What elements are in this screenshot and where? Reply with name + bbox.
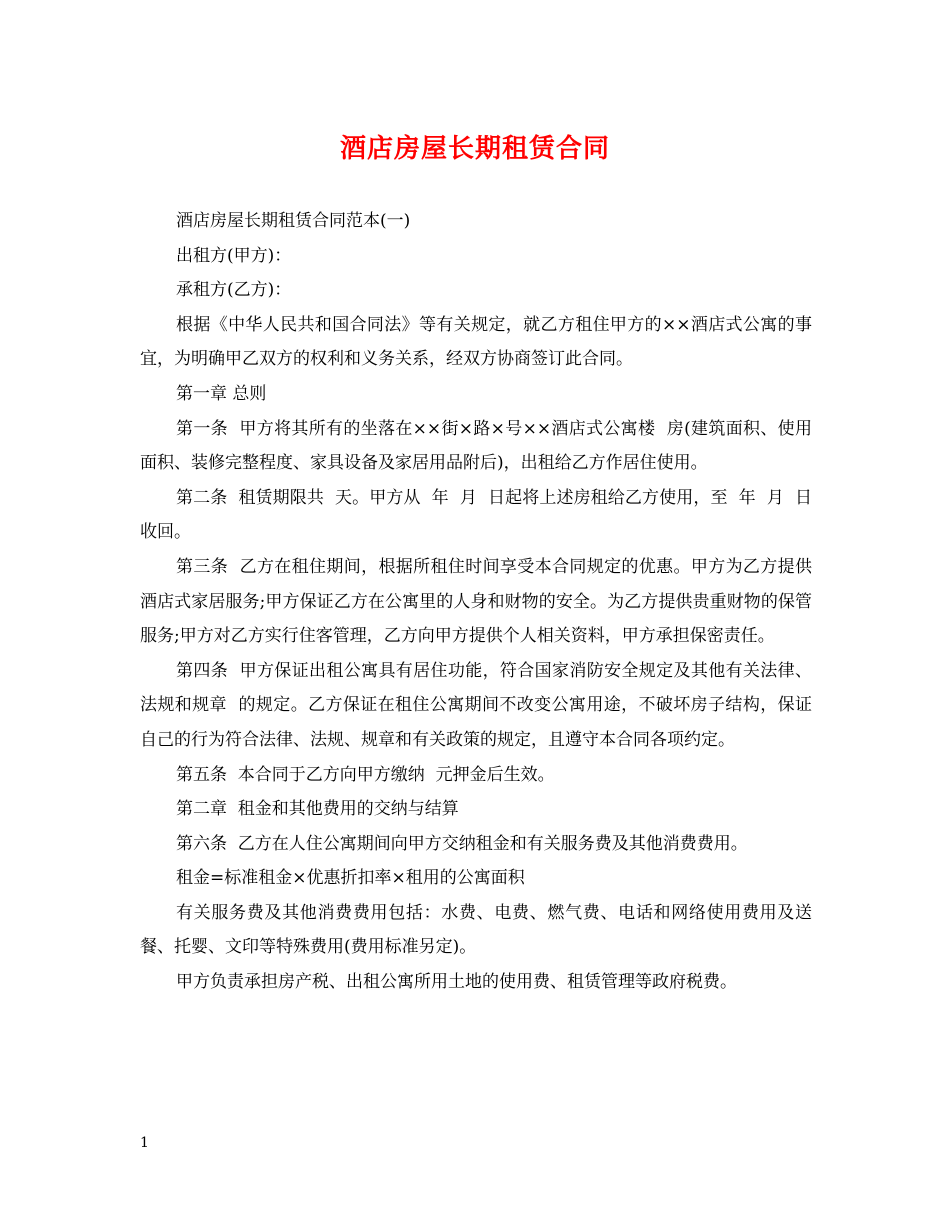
paragraph-service-fees: 有关服务费及其他消费费用包括：水费、电费、燃气费、电话和网络使用费用及送餐、托婴、文印等特殊费用(费用标准另定)。: [140, 902, 812, 958]
paragraph-template-name: 酒店房屋长期租赁合同范本(一): [176, 211, 411, 231]
article-5: 第五条 本合同于乙方向甲方缴纳 元押金后生效。: [176, 764, 555, 785]
chapter-heading-general: 第一章 总则: [176, 383, 267, 404]
paragraph-preamble: 根据《中华人民共和国合同法》等有关规定，就乙方租住甲方的××酒店式公寓的事宜，为明确甲乙双方的权利和义务关系，经双方协商签订此合同。: [140, 314, 812, 370]
chapter-heading-rent: 第二章 租金和其他费用的交纳与结算: [176, 799, 459, 820]
article-3: 第三条 乙方在租住期间，根据所租住时间享受本合同规定的优惠。甲方为乙方提供酒店式家居服务;甲方保证乙方在公寓里的人身和财物的安全。为乙方提供贵重财物的保管服务;甲方对乙方实行住客管理，乙方向甲方提供个人相关资料，甲方承担保密责任。: [140, 556, 812, 647]
paragraph-lessee: 承租方(乙方)：: [176, 280, 292, 301]
article-1: 第一条 甲方将其所有的坐落在××街×路×号××酒店式公寓楼 房(建筑面积、使用面积、装修完整程度、家具设备及家居用品附后)，出租给乙方作居住使用。: [140, 418, 812, 474]
article-2: 第二条 租赁期限共 天。甲方从 年 月 日起将上述房租给乙方使用，至 年 月 日收回。: [140, 487, 812, 543]
article-4: 第四条 甲方保证出租公寓具有居住功能，符合国家消防安全规定及其他有关法律、法规和规章 的规定。乙方保证在租住公寓期间不改变公寓用途，不破坏房子结构，保证自己的行为符合法律、法规、规章和有关政策的规定，且遵守本合同各项约定。: [140, 660, 812, 750]
document-title: 酒店房屋长期租赁合同: [339, 134, 610, 164]
document-body: [140, 204, 812, 1000]
page-number: 1: [140, 1135, 149, 1151]
article-6: 第六条 乙方在人住公寓期间向甲方交纳租金和有关服务费及其他消费费用。: [176, 833, 748, 854]
rent-formula: 租金=标准租金×优惠折扣率×租用的公寓面积: [176, 868, 525, 889]
paragraph-taxes: 甲方负责承担房产税、出租公寓所用土地的使用费、租赁管理等政府税费。: [176, 972, 737, 993]
paragraph-lessor: 出租方(甲方)：: [176, 245, 292, 266]
